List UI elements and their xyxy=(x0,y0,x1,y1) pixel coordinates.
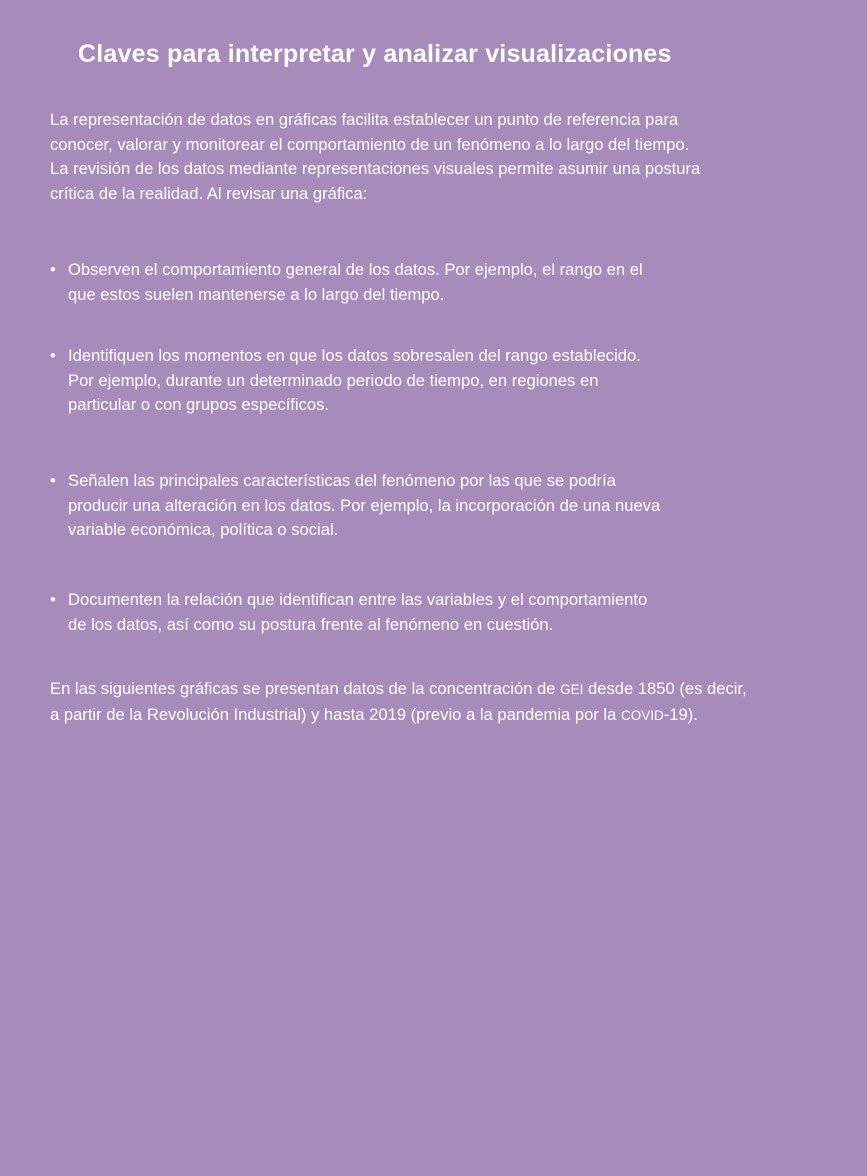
closing-text: -19). xyxy=(663,704,698,724)
closing-text: En las siguientes gráficas se presentan datos de la concentración de xyxy=(50,679,561,698)
bullet-icon: • xyxy=(50,590,56,609)
closing-text: desde 1850 (es decir, xyxy=(583,679,747,698)
bullet-line: particular o con grupos específicos. xyxy=(68,395,330,414)
bullet-icon: • xyxy=(50,260,56,279)
bullet-line: producir una alteración en los datos. Por ejemplo, la incorporación de una nueva xyxy=(68,495,661,515)
closing-line xyxy=(50,677,747,703)
page-title: Claves para interpretar y analizar visualizaciones xyxy=(78,40,672,68)
bullet-icon: • xyxy=(50,471,56,490)
intro-line: La revisión de los datos mediante representaciones visuales permite asumir una postura xyxy=(50,159,701,178)
closing-line xyxy=(50,703,747,729)
bullet-line: que estos suelen mantenerse a lo largo del tiempo. xyxy=(68,284,445,304)
closing-text: a partir de la Revolución Industrial) y hasta 2019 (previo a la pandemia por la xyxy=(50,704,621,724)
bullet-line: Señalen las principales características del fenómeno por las que se podría xyxy=(68,471,616,490)
closing-paragraph xyxy=(50,677,747,728)
bullet-line: Por ejemplo, durante un determinado periodo de tiempo, en regiones en xyxy=(68,370,599,390)
intro-line: La representación de datos en gráficas facilita establecer un punto de referencia para xyxy=(50,110,679,129)
bullet-line: variable económica, política o social. xyxy=(68,520,339,539)
bullet-line: de los datos, así como su postura frente al fenómeno en cuestión. xyxy=(68,614,554,634)
intro-paragraph xyxy=(50,108,700,206)
intro-line: crítica de la realidad. Al revisar una gráfica: xyxy=(50,183,368,203)
bullet-line: Identifiquen los momentos en que los datos sobresalen del rango establecido. xyxy=(68,346,641,365)
bullet-line: Documenten la relación que identifican entre las variables y el comportamiento xyxy=(68,590,648,609)
bullet-icon: • xyxy=(50,346,56,365)
intro-line: conocer, valorar y monitorear el comportamiento de un fenómeno a lo largo del tiempo. xyxy=(50,134,690,154)
acronym-covid: COVID xyxy=(620,707,664,723)
acronym-gei: GEI xyxy=(560,682,584,697)
bullet-line: Observen el comportamiento general de los datos. Por ejemplo, el rango en el xyxy=(68,260,643,279)
